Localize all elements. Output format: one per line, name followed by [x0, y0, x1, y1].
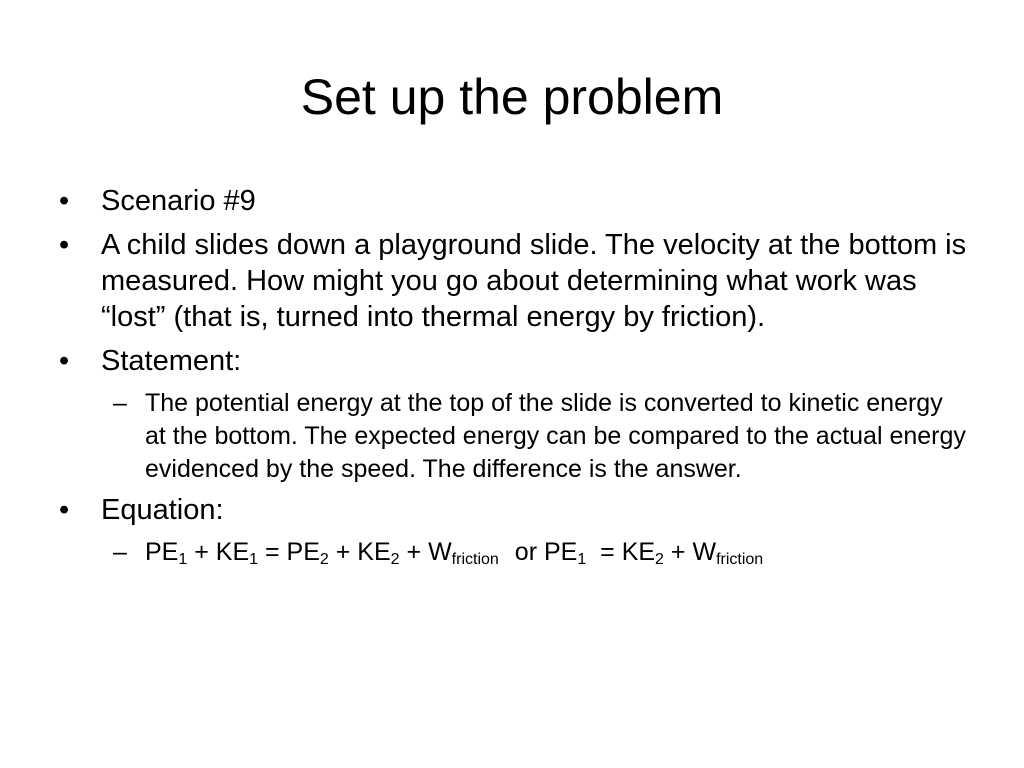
- bullet-text: Scenario #9: [101, 185, 256, 217]
- sub-bullet-text: The potential energy at the top of the slide is converted to kinetic energy at the bottom. The expected energy can be compared to the actual energy evidenced by the speed. The difference is the answer.: [145, 389, 966, 483]
- bullet-text: Statement:: [101, 345, 242, 377]
- bullet-icon: •: [59, 345, 70, 377]
- sub-bullet-equation: [57, 536, 967, 569]
- bullet-text: A child slides down a playground slide. The velocity at the bottom is measured. How might you go about determining what work was “lost” (that is, turned into thermal energy by friction).: [101, 229, 967, 333]
- dash-icon: –: [113, 538, 127, 566]
- bullet-icon: •: [59, 185, 70, 217]
- bullet-question: [57, 227, 967, 335]
- equation: $PE_1 + KE_1 = PE_2 + KE_2 + W_{friction}$ or $PE_1 = KE_2 + W_{friction}$: [145, 538, 764, 568]
- bullet-text: Equation:: [101, 494, 224, 526]
- bullet-icon: •: [59, 229, 70, 261]
- slide-title: Set up the problem: [300, 69, 724, 125]
- slide-body: [57, 183, 967, 575]
- bullet-statement: [57, 343, 967, 379]
- bullet-scenario: [57, 183, 967, 219]
- bullet-icon: •: [59, 494, 70, 526]
- dash-icon: –: [113, 389, 127, 417]
- bullet-equation: [57, 492, 967, 528]
- sub-bullet-statement: [57, 387, 967, 486]
